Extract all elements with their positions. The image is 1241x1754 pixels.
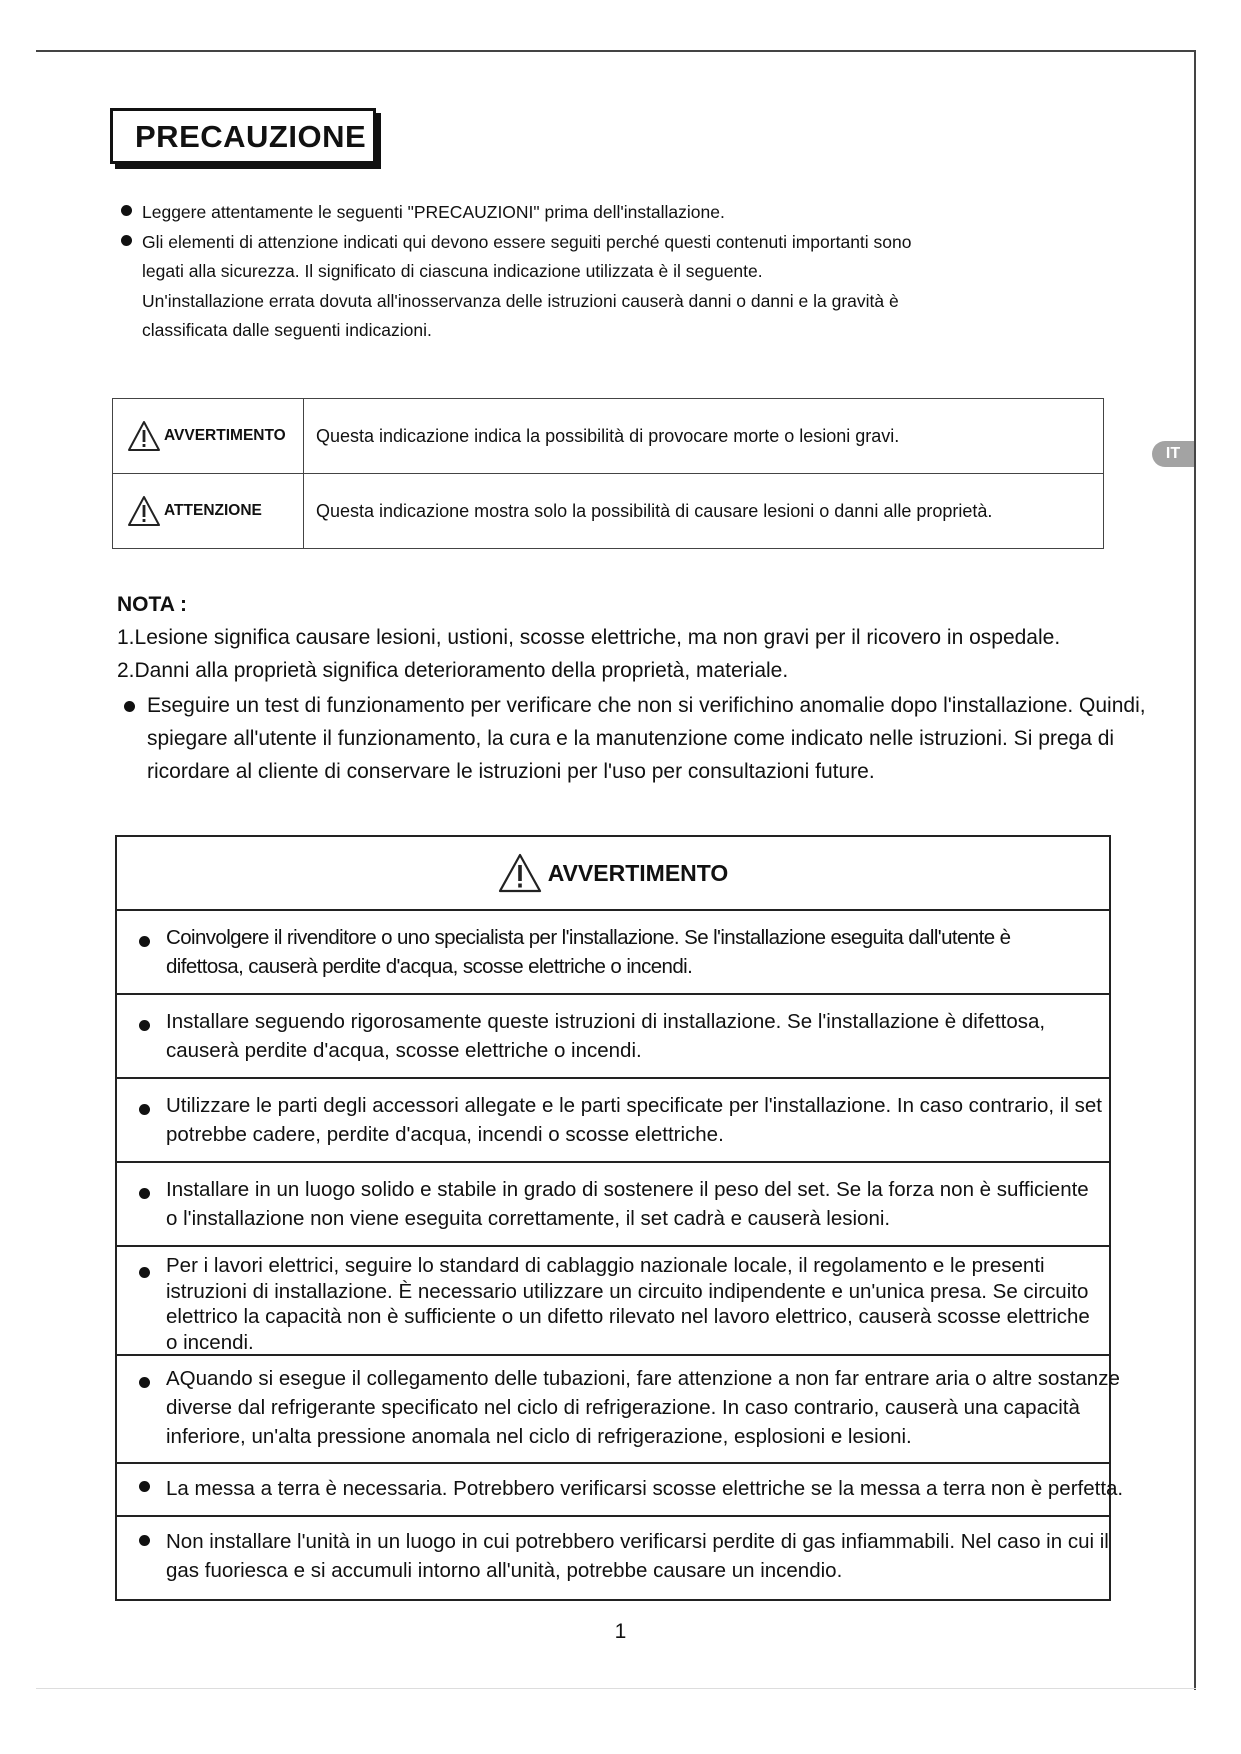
warning-line: o l'installazione non viene eseguita correttamente, il set cadrà e causerà lesioni. xyxy=(166,1207,891,1230)
intro-bullet-1 xyxy=(116,198,1016,228)
language-tab: IT xyxy=(1152,441,1194,467)
note-bullet-line-2: spiegare all'utente il funzionamento, la cura e la manutenzione come indicato nelle istruzioni. Si prega di xyxy=(147,727,1115,750)
warning-item-text xyxy=(166,1253,1241,1355)
severity-label: ATTENZIONE xyxy=(164,502,262,519)
warning-item xyxy=(117,1464,1124,1517)
note-title: NOTA : xyxy=(117,593,187,616)
bullet-icon xyxy=(139,1535,150,1546)
warning-line: potrebbe cadere, perdite d'acqua, incendi o scosse elettriche. xyxy=(166,1123,724,1146)
warning-line: Utilizzare le parti degli accessori allegate e le parti specificate per l'installazione. In caso contrario, il set xyxy=(166,1094,1102,1117)
severity-description: Questa indicazione mostra solo la possibilità di causare lesioni o danni alle proprietà. xyxy=(304,474,1104,549)
warning-item xyxy=(117,1356,1120,1464)
warning-item-text xyxy=(166,1527,1241,1585)
note-bullet-line-3: ricordare al cliente di conservare le istruzioni per l'uso per consultazioni future. xyxy=(147,760,875,783)
bullet-icon xyxy=(121,205,132,216)
intro-bullet-2-line-1: Gli elementi di attenzione indicati qui devono essere seguiti perché questi contenuti importanti sono xyxy=(142,231,912,252)
note-item-1: 1.Lesione significa causare lesioni, ustioni, scosse elettriche, ma non gravi per il ricovero in ospedale. xyxy=(117,626,1061,649)
warning-line: Installare seguendo rigorosamente queste istruzioni di installazione. Se l'installazione è difettosa, xyxy=(166,1010,1046,1033)
warning-line: Per i lavori elettrici, seguire lo standard di cablaggio nazionale locale, il regolamento e le presenti xyxy=(166,1254,1045,1277)
warning-line: difettosa, causerà perdite d'acqua, scosse elettriche o incendi. xyxy=(166,955,693,978)
warning-line: causerà perdite d'acqua, scosse elettriche o incendi. xyxy=(166,1039,642,1062)
bullet-icon xyxy=(139,1104,150,1115)
bottom-rule xyxy=(36,1688,1196,1689)
bullet-icon xyxy=(139,1377,150,1388)
warning-line: Non installare l'unità in un luogo in cui potrebbero verificarsi perdite di gas infiammabili. Nel caso in cui il xyxy=(166,1530,1109,1553)
warning-triangle-icon xyxy=(127,495,161,527)
intro-bullet-2 xyxy=(116,228,1016,346)
warning-item xyxy=(117,911,1109,995)
warning-item-text xyxy=(166,1175,1241,1233)
warning-line: Coinvolgere il rivenditore o uno specialista per l'installazione. Se l'installazione eseguita dall'utente è xyxy=(166,926,1011,949)
warning-table xyxy=(115,835,1124,1601)
bullet-icon xyxy=(139,1267,150,1278)
warning-triangle-icon xyxy=(127,420,161,452)
warning-table-header xyxy=(117,837,1109,911)
warning-line: o incendi. xyxy=(166,1330,254,1354)
warning-line: gas fuoriesca e si accumuli intorno all'unità, potrebbe causare un incendio. xyxy=(166,1559,843,1582)
warning-heading: AVVERTIMENTO xyxy=(547,859,729,886)
warning-line: elettrico la capacità non è sufficiente o un difetto rilevato nel lavoro elettrico, causerà scosse elettriche xyxy=(166,1305,1090,1328)
warning-item-text xyxy=(166,1091,1241,1149)
warning-line: Installare in un luogo solido e stabile in grado di sostenere il peso del set. Se la forza non è sufficiente xyxy=(166,1178,1089,1201)
note-bullet-line-1: Eseguire un test di funzionamento per verificare che non si verifichino anomalie dopo l'installazione. Quindi, xyxy=(147,694,1146,717)
warning-line: inferiore, un'alta pressione anomala nel ciclo di refrigerazione, esplosioni e lesioni. xyxy=(166,1425,912,1448)
page-number: 1 xyxy=(614,1620,627,1643)
warning-line: diverse dal refrigerante specificato nel ciclo di refrigerazione. In caso contrario, causerà una capacità xyxy=(166,1396,1080,1419)
warning-line: La messa a terra è necessaria. Potrebbero verificarsi scosse elettriche se la messa a terra non è perfetta. xyxy=(166,1477,1124,1500)
warning-line: istruzioni di installazione. È necessario utilizzare un circuito indipendente e un'unica presa. Se circuito xyxy=(166,1279,1089,1303)
warning-item xyxy=(117,1517,1109,1599)
severity-label-cell xyxy=(113,474,304,549)
intro-bullet-2-line-3: Un'installazione errata dovuta all'inosservanza delle istruzioni causerà danni o danni e la gravità è xyxy=(142,290,899,311)
warning-item-text xyxy=(166,1364,1241,1451)
warning-item xyxy=(117,995,1109,1079)
severity-row-warning xyxy=(113,399,1104,474)
warning-triangle-icon xyxy=(498,853,542,893)
severity-description: Questa indicazione indica la possibilità di provocare morte o lesioni gravi. xyxy=(304,399,1104,474)
intro-bullet-2-line-4: classificata dalle seguenti indicazioni. xyxy=(142,320,432,340)
intro-bullet-1-text: Leggere attentamente le seguenti "PRECAUZIONI" prima dell'installazione. xyxy=(142,202,725,222)
bullet-icon xyxy=(139,1188,150,1199)
bullet-icon xyxy=(139,1481,150,1492)
page-title: PRECAUZIONE xyxy=(135,119,367,154)
severity-label: AVVERTIMENTO xyxy=(164,427,286,444)
warning-item xyxy=(117,1247,1109,1356)
warning-item xyxy=(117,1079,1109,1163)
warning-item xyxy=(117,1163,1109,1247)
section-title-box xyxy=(110,108,376,164)
bullet-icon xyxy=(139,936,150,947)
bullet-icon xyxy=(139,1020,150,1031)
severity-row-caution xyxy=(113,474,1104,549)
severity-levels-table xyxy=(112,398,1104,549)
warning-item-text xyxy=(166,923,1241,981)
warning-item-text xyxy=(166,1007,1241,1065)
note-section xyxy=(117,588,1197,788)
bullet-icon xyxy=(124,701,135,712)
top-rule xyxy=(36,50,1196,52)
note-bullet xyxy=(117,689,1197,788)
bullet-icon xyxy=(121,235,132,246)
warning-line: AQuando si esegue il collegamento delle tubazioni, fare attenzione a non far entrare aria o altre sostanze xyxy=(166,1367,1120,1390)
intro-bullet-2-line-2: legati alla sicurezza. Il significato di ciascuna indicazione utilizzata è il seguente. xyxy=(142,261,763,281)
note-item-2: 2.Danni alla proprietà significa deterioramento della proprietà, materiale. xyxy=(117,659,789,682)
warning-item-text xyxy=(166,1474,1241,1503)
intro-text xyxy=(116,198,1016,346)
severity-label-cell xyxy=(113,399,304,474)
